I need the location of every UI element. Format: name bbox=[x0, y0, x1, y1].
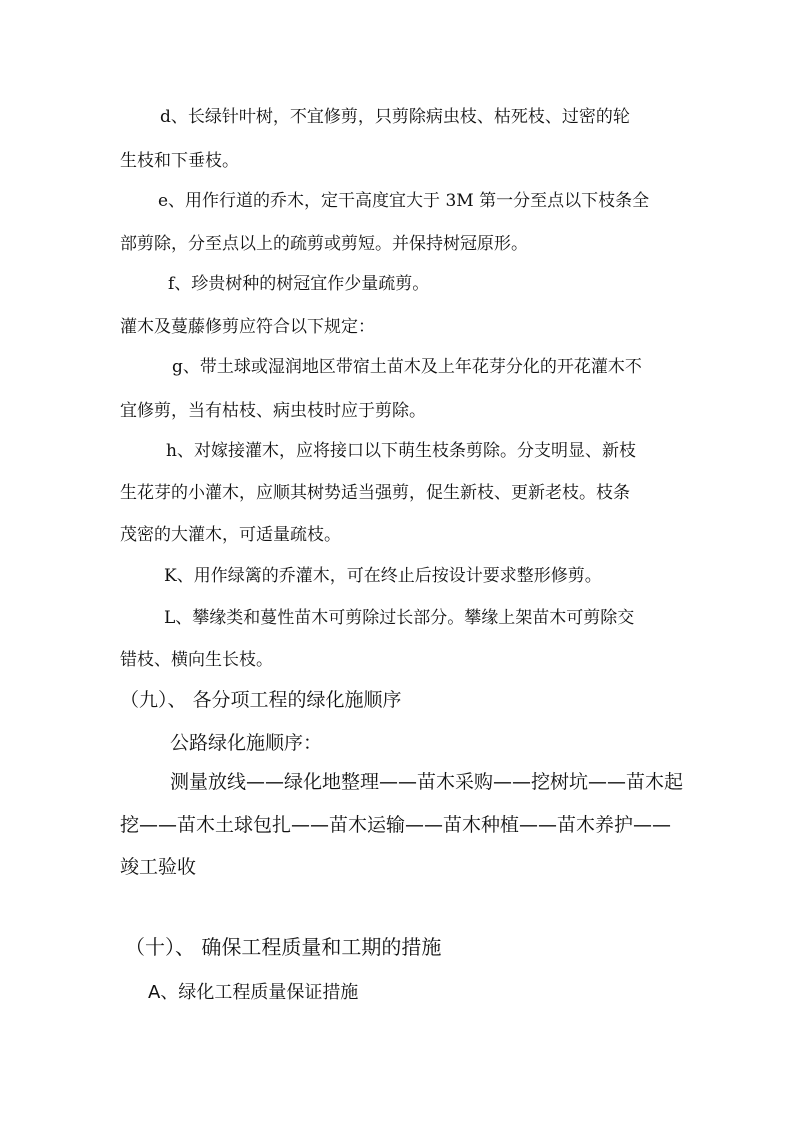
paragraph-l-line-2: 错枝、横向生长枝。 bbox=[120, 650, 273, 670]
paragraph-h-line-1: h、对嫁接灌木，应将接口以下萌生枝条剪除。分支明显、新枝 bbox=[166, 441, 636, 461]
paragraph-l-line-1: L、攀缘类和蔓性苗木可剪除过长部分。攀缘上架苗木可剪除交 bbox=[164, 608, 635, 628]
paragraph-f-line-1: f、珍贵树种的树冠宜作少量疏剪。 bbox=[168, 274, 430, 294]
paragraph-h-line-2: 生花芽的小灌木，应顺其树势适当强剪，促生新枝、更新老枝。枝条 bbox=[120, 483, 630, 503]
section-9-steps-line-1: 测量放线——绿化地整理——苗木采购——挖树坑——苗木起 bbox=[170, 771, 684, 793]
paragraph-h-line-3: 茂密的大灌木，可适量疏枝。 bbox=[120, 525, 341, 545]
paragraph-k-line-1: K、用作绿篱的乔灌木，可在终止后按设计要求整形修剪。 bbox=[164, 566, 602, 586]
section-9-sub-title: 公路绿化施顺序： bbox=[170, 732, 323, 754]
section-9-steps-line-3: 竣工验收 bbox=[120, 856, 197, 878]
paragraph-e-line-1: e、用作行道的乔木，定干高度宜大于 3M 第一分至点以下枝条全 bbox=[158, 191, 650, 211]
paragraph-e-line-2: 部剪除，分至点以上的疏剪或剪短。并保持树冠原形。 bbox=[120, 234, 528, 254]
paragraph-g-line-1: g、带土球或湿润地区带宿土苗木及上年花芽分化的开花灌木不 bbox=[172, 357, 642, 377]
paragraph-d-line-2: 生枝和下垂枝。 bbox=[120, 151, 239, 171]
paragraph-d-line-1: d、长绿针叶树，不宜修剪，只剪除病虫枝、枯死枝、过密的轮 bbox=[160, 107, 630, 127]
section-9-steps-line-2: 挖——苗木土球包扎——苗木运输——苗木种植——苗木养护—— bbox=[120, 814, 672, 836]
section-10-sub-heading: A、绿化工程质量保证措施 bbox=[148, 982, 359, 1003]
section-10-heading: （十）、 确保工程质量和工期的措施 bbox=[125, 935, 442, 959]
section-9-heading: （九）、 各分项工程的绿化施顺序 bbox=[120, 689, 402, 711]
paragraph-g-line-2: 宜修剪，当有枯枝、病虫枝时应于剪除。 bbox=[120, 401, 426, 421]
shrub-rule-line: 灌木及蔓藤修剪应符合以下规定： bbox=[120, 317, 375, 337]
